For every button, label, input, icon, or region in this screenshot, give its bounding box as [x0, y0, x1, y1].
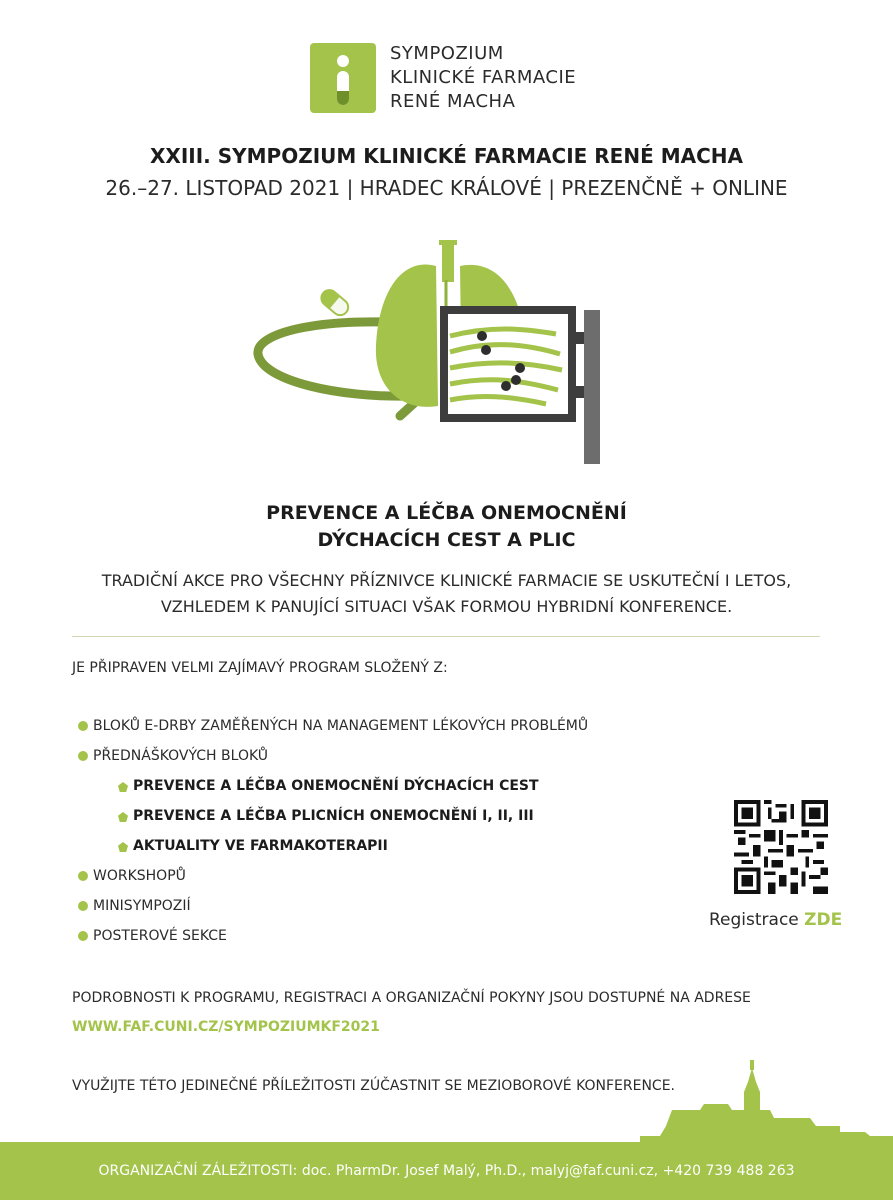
pentagon-bullet-icon	[118, 842, 128, 852]
topic-heading	[0, 500, 893, 554]
program-intro: JE PŘIPRAVEN VELMI ZAJÍMAVÝ PROGRAM SLOŽENÝ Z:	[72, 660, 448, 676]
pentagon-bullet-icon	[118, 782, 128, 792]
intro-line-1: TRADIČNÍ AKCE PRO VŠECHNY PŘÍZNIVCE KLINICKÉ FARMACIE SE USKUTEČNÍ I LETOS,	[101, 571, 792, 590]
logo-i-icon	[310, 43, 376, 113]
bullet-icon	[78, 901, 88, 911]
list-item: PŘEDNÁŠKOVÝCH BLOKŮ	[78, 746, 678, 776]
list-item: BLOKŮ E-DRBY ZAMĚŘENÝCH NA MANAGEMENT LÉKOVÝCH PROBLÉMŮ	[78, 716, 678, 746]
logo-line-3: RENÉ MACHA	[390, 91, 516, 112]
qr-code-icon[interactable]	[734, 800, 828, 894]
registration-link[interactable]: ZDE	[804, 910, 843, 930]
list-item: MINISYMPOZIÍ	[78, 896, 678, 926]
bullet-icon	[78, 751, 88, 761]
intro-text	[0, 568, 893, 620]
program-list	[78, 716, 678, 956]
symposium-logo	[310, 42, 576, 114]
city-skyline-icon	[640, 1060, 893, 1144]
logo-text	[390, 42, 576, 114]
event-title: XXIII. SYMPOZIUM KLINICKÉ FARMACIE RENÉ MACHA	[150, 144, 743, 168]
intro-line-2: VZHLEDEM K PANUJÍCÍ SITUACI VŠAK FORMOU HYBRIDNÍ KONFERENCE.	[160, 597, 733, 616]
bullet-icon	[78, 931, 88, 941]
closing-text: VYUŽIJTE TÉTO JEDINEČNÉ PŘÍLEŽITOSTI ZÚČASTNIT SE MEZIOBOROVÉ KONFERENCE.	[72, 1078, 675, 1094]
topic-line-1: PREVENCE A LÉČBA ONEMOCNĚNÍ	[266, 502, 627, 524]
pentagon-bullet-icon	[118, 812, 128, 822]
list-item: WORKSHOPŮ	[78, 866, 678, 896]
bullet-icon	[78, 721, 88, 731]
list-item: POSTEROVÉ SEKCE	[78, 926, 678, 956]
logo-line-2: KLINICKÉ FARMACIE	[390, 67, 577, 88]
sub-list-item: PREVENCE A LÉČBA ONEMOCNĚNÍ DÝCHACÍCH CEST	[78, 776, 678, 806]
event-subtitle: 26.–27. LISTOPAD 2021 | HRADEC KRÁLOVÉ | PREZENČNĚ + ONLINE	[105, 176, 788, 200]
topic-line-2: DÝCHACÍCH CEST A PLIC	[317, 529, 576, 551]
sub-list-item: AKTUALITY VE FARMAKOTERAPII	[78, 836, 678, 866]
bullet-icon	[78, 871, 88, 881]
sub-list-item: PREVENCE A LÉČBA PLICNÍCH ONEMOCNĚNÍ I, II, III	[78, 806, 678, 836]
website-link[interactable]: WWW.FAF.CUNI.CZ/SYMPOZIUMKF2021	[72, 1019, 380, 1035]
logo-line-1: SYMPOZIUM	[390, 43, 504, 64]
divider	[72, 636, 820, 637]
footer-contact: ORGANIZAČNÍ ZÁLEŽITOSTI: doc. PharmDr. Josef Malý, Ph.D., malyj@faf.cuni.cz, +420 739 488 263	[98, 1163, 795, 1179]
details-text: PODROBNOSTI K PROGRAMU, REGISTRACI A ORGANIZAČNÍ POKYNY JSOU DOSTUPNÉ NA ADRESE	[72, 990, 751, 1006]
lungs-illustration	[250, 236, 610, 468]
registration-label[interactable]: Registrace ZDE	[709, 910, 843, 930]
